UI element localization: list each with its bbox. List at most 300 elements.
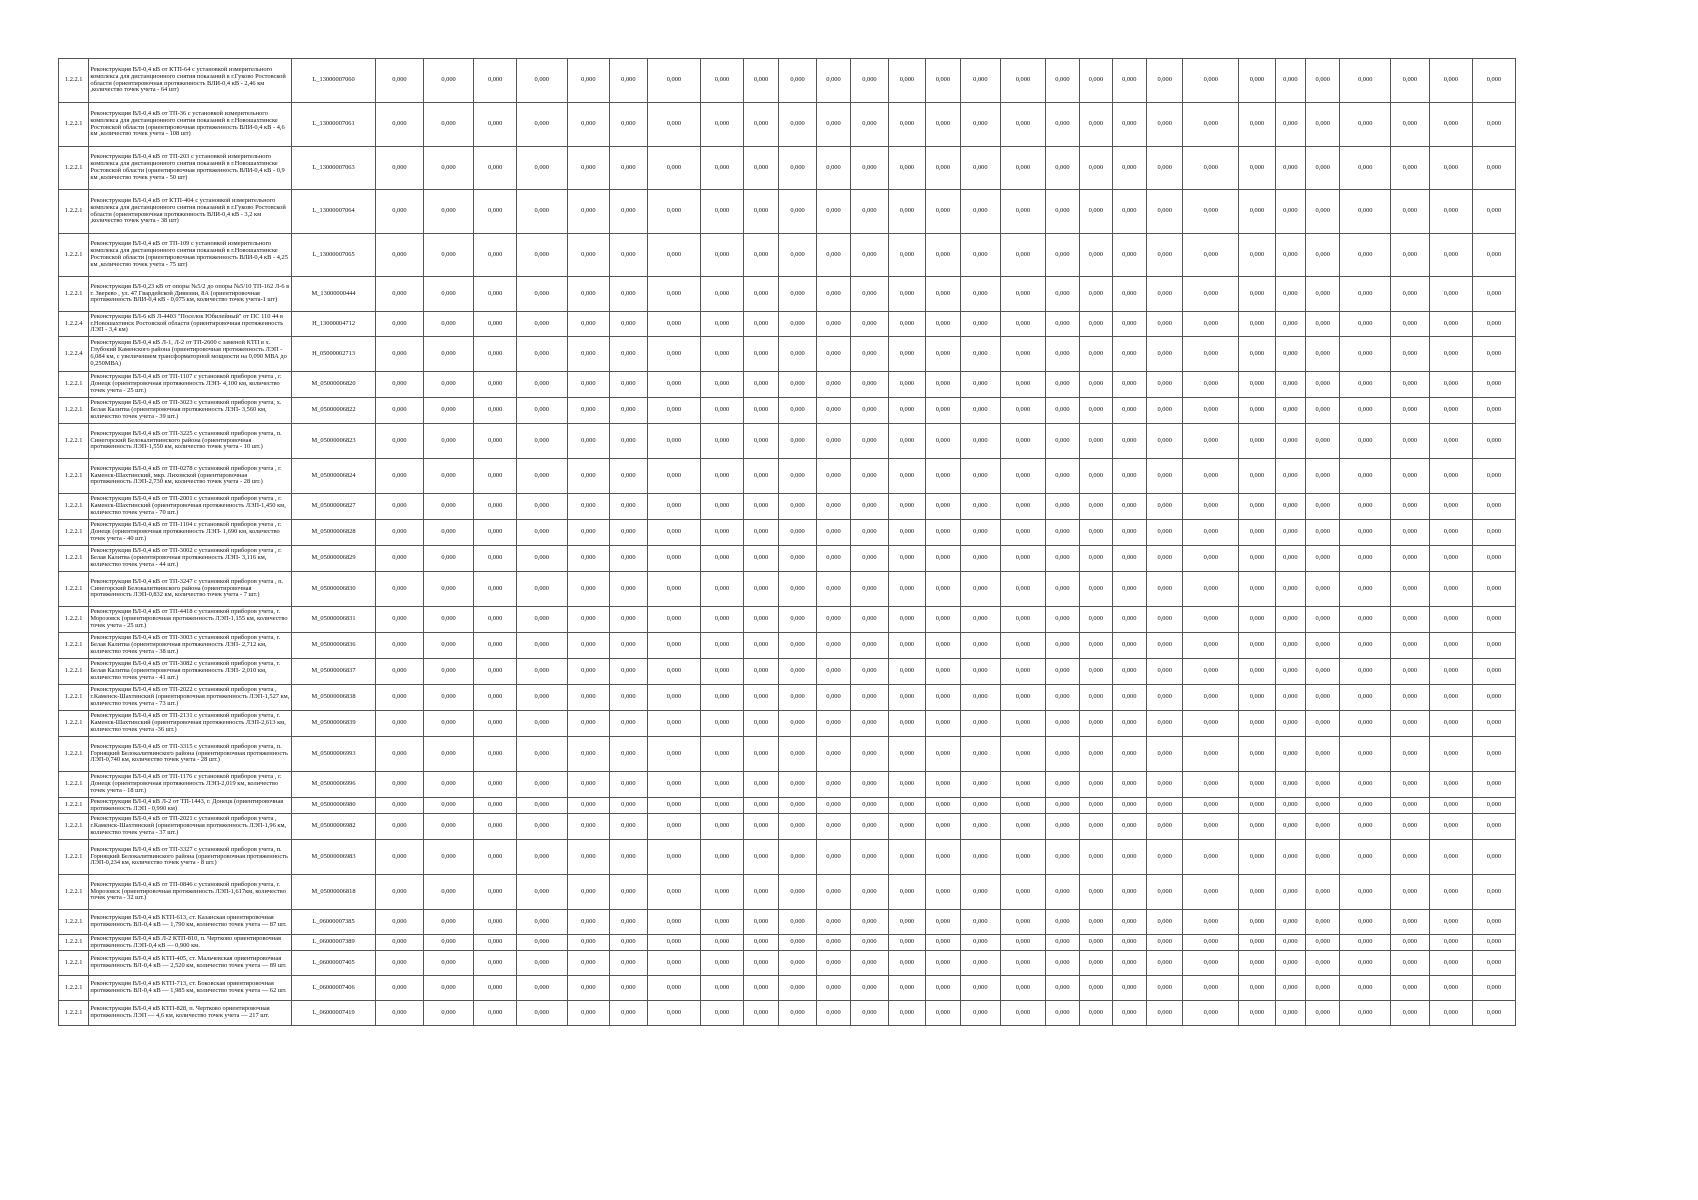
value-cell: 0,000 bbox=[888, 1001, 925, 1026]
value-cell: 0,000 bbox=[1429, 607, 1473, 633]
value-cell: 0,000 bbox=[779, 840, 816, 875]
value-cell: 0,000 bbox=[516, 190, 567, 234]
value-cell: 0,000 bbox=[423, 711, 474, 737]
value-cell: 0,000 bbox=[376, 312, 424, 337]
value-cell: 0,000 bbox=[1080, 976, 1112, 1001]
value-cell: 0,000 bbox=[516, 659, 567, 685]
value-cell: 0,000 bbox=[1275, 910, 1305, 935]
value-cell: 0,000 bbox=[851, 190, 888, 234]
value-cell: 0,000 bbox=[1080, 277, 1112, 312]
value-cell: 0,000 bbox=[960, 814, 1001, 840]
value-cell: 0,000 bbox=[779, 711, 816, 737]
value-cell: 0,000 bbox=[567, 737, 610, 772]
value-cell: 0,000 bbox=[851, 910, 888, 935]
value-cell: 0,000 bbox=[851, 935, 888, 951]
value-cell: 0,000 bbox=[423, 633, 474, 659]
value-cell: 0,000 bbox=[1112, 772, 1146, 798]
project-code: L_06000007405 bbox=[292, 951, 376, 976]
value-cell: 0,000 bbox=[888, 234, 925, 277]
value-cell: 0,000 bbox=[1473, 935, 1516, 951]
value-cell: 0,000 bbox=[1001, 103, 1046, 147]
value-cell: 0,000 bbox=[1429, 520, 1473, 546]
value-cell: 0,000 bbox=[1239, 424, 1275, 459]
value-cell: 0,000 bbox=[960, 772, 1001, 798]
value-cell: 0,000 bbox=[1340, 572, 1391, 607]
value-cell: 0,000 bbox=[516, 337, 567, 372]
value-cell: 0,000 bbox=[376, 607, 424, 633]
value-cell: 0,000 bbox=[1473, 951, 1516, 976]
value-cell: 0,000 bbox=[888, 372, 925, 398]
value-cell: 0,000 bbox=[816, 398, 850, 424]
value-cell: 0,000 bbox=[960, 494, 1001, 520]
value-cell: 0,000 bbox=[701, 572, 744, 607]
value-cell: 0,000 bbox=[1473, 520, 1516, 546]
value-cell: 0,000 bbox=[610, 103, 647, 147]
project-code: M_13000000444 bbox=[292, 277, 376, 312]
value-cell: 0,000 bbox=[779, 459, 816, 494]
project-code: M_05000006996 bbox=[292, 772, 376, 798]
value-cell: 0,000 bbox=[1045, 659, 1079, 685]
value-cell: 0,000 bbox=[516, 398, 567, 424]
row-number: 1.2.2.1 bbox=[59, 424, 89, 459]
value-cell: 0,000 bbox=[610, 372, 647, 398]
value-cell: 0,000 bbox=[888, 840, 925, 875]
value-cell: 0,000 bbox=[647, 59, 701, 103]
project-name: Реконструкция ВЛ-0,4 кВ КТП-405, ст. Мальчевская ориентировочная протяженность ВЛ-0,4 кВ — 2,520 км, количество точек учета — 89 шт. bbox=[89, 951, 292, 976]
value-cell: 0,000 bbox=[816, 459, 850, 494]
value-cell: 0,000 bbox=[1146, 951, 1182, 976]
value-cell: 0,000 bbox=[474, 875, 517, 910]
value-cell: 0,000 bbox=[1340, 814, 1391, 840]
value-cell: 0,000 bbox=[926, 976, 960, 1001]
value-cell: 0,000 bbox=[647, 1001, 701, 1026]
value-cell: 0,000 bbox=[1045, 103, 1079, 147]
value-cell: 0,000 bbox=[1146, 424, 1182, 459]
value-cell: 0,000 bbox=[1306, 277, 1340, 312]
value-cell: 0,000 bbox=[1239, 398, 1275, 424]
value-cell: 0,000 bbox=[1391, 711, 1429, 737]
value-cell: 0,000 bbox=[474, 1001, 517, 1026]
value-cell: 0,000 bbox=[1146, 935, 1182, 951]
value-cell: 0,000 bbox=[779, 737, 816, 772]
value-cell: 0,000 bbox=[926, 424, 960, 459]
value-cell: 0,000 bbox=[1306, 337, 1340, 372]
table-row bbox=[59, 633, 1601, 659]
value-cell: 0,000 bbox=[816, 103, 850, 147]
value-cell: 0,000 bbox=[1080, 875, 1112, 910]
value-cell: 0,000 bbox=[960, 875, 1001, 910]
value-cell: 0,000 bbox=[1045, 398, 1079, 424]
value-cell: 0,000 bbox=[376, 572, 424, 607]
value-cell: 0,000 bbox=[567, 1001, 610, 1026]
table-row bbox=[59, 659, 1601, 685]
value-cell: 0,000 bbox=[1340, 910, 1391, 935]
table-row bbox=[59, 1001, 1601, 1026]
project-code: M_05000006839 bbox=[292, 711, 376, 737]
table-row bbox=[59, 398, 1601, 424]
project-name: Реконструкция ВЛ-0,4 кВ КТП-713, ст. Боковская ориентировочная протяженность ВЛ-0,4 кВ — 1,985 км, количество точек учета — 62 шт. bbox=[89, 976, 292, 1001]
value-cell: 0,000 bbox=[376, 372, 424, 398]
project-name: Реконструкция ВЛ-0,4 кВ от ТП-3003 с установкой приборов учета, г. Белая Калитва (ориентировочная протяженность ЛЭП- 2,712 км, количество точек учета - 38 шт.) bbox=[89, 633, 292, 659]
value-cell: 0,000 bbox=[1306, 520, 1340, 546]
row-number: 1.2.2.1 bbox=[59, 572, 89, 607]
value-cell: 0,000 bbox=[1239, 147, 1275, 190]
value-cell: 0,000 bbox=[567, 659, 610, 685]
table-row bbox=[59, 772, 1601, 798]
value-cell: 0,000 bbox=[1146, 494, 1182, 520]
value-cell: 0,000 bbox=[1146, 814, 1182, 840]
project-name: Реконструкция ВЛ-0,4 кВ от ТП-1104 с установкой приборов учета , г. Донецк (ориентировочная протяженность ЛЭП- 1,690 км, количество точек учета - 40 шт.) bbox=[89, 520, 292, 546]
value-cell: 0,000 bbox=[1306, 711, 1340, 737]
value-cell: 0,000 bbox=[926, 910, 960, 935]
value-cell: 0,000 bbox=[1112, 234, 1146, 277]
value-cell: 0,000 bbox=[1391, 607, 1429, 633]
value-cell: 0,000 bbox=[960, 520, 1001, 546]
value-cell: 0,000 bbox=[1112, 424, 1146, 459]
value-cell: 0,000 bbox=[851, 59, 888, 103]
value-cell: 0,000 bbox=[376, 546, 424, 572]
value-cell: 0,000 bbox=[888, 572, 925, 607]
value-cell: 0,000 bbox=[1275, 935, 1305, 951]
value-cell: 0,000 bbox=[1275, 659, 1305, 685]
value-cell: 0,000 bbox=[474, 147, 517, 190]
value-cell: 0,000 bbox=[1001, 520, 1046, 546]
value-cell: 0,000 bbox=[960, 951, 1001, 976]
table-row bbox=[59, 337, 1601, 372]
value-cell: 0,000 bbox=[567, 424, 610, 459]
value-cell: 0,000 bbox=[647, 659, 701, 685]
value-cell: 0,000 bbox=[1340, 607, 1391, 633]
project-code: H_13000004712 bbox=[292, 312, 376, 337]
value-cell: 0,000 bbox=[851, 277, 888, 312]
value-cell: 0,000 bbox=[1112, 814, 1146, 840]
value-cell: 0,000 bbox=[376, 234, 424, 277]
value-cell: 0,000 bbox=[1473, 494, 1516, 520]
value-cell: 0,000 bbox=[1183, 147, 1239, 190]
value-cell: 0,000 bbox=[567, 277, 610, 312]
value-cell: 0,000 bbox=[1306, 459, 1340, 494]
value-cell: 0,000 bbox=[779, 520, 816, 546]
value-cell: 0,000 bbox=[779, 147, 816, 190]
value-cell: 0,000 bbox=[647, 875, 701, 910]
value-cell: 0,000 bbox=[1429, 659, 1473, 685]
value-cell: 0,000 bbox=[1001, 1001, 1046, 1026]
project-name: Реконструкция ВЛ-0,4 кВ Л-2 от ТП-1443, г. Донецк (ориентировочная протяженность ЛЭП - 0,990 км) bbox=[89, 798, 292, 814]
value-cell: 0,000 bbox=[1473, 234, 1516, 277]
value-cell: 0,000 bbox=[1391, 337, 1429, 372]
project-name: Реконструкция ВЛ-0,4 кВ от ТП-2001 с установкой приборов учета , г. Каменск-Шахтинский (ориентировочная протяженность ЛЭП-1,450 км, количество точек учета - 70 шт.) bbox=[89, 494, 292, 520]
value-cell: 0,000 bbox=[779, 935, 816, 951]
table-row bbox=[59, 976, 1601, 1001]
value-cell: 0,000 bbox=[926, 398, 960, 424]
project-name: Реконструкция ВЛ-0,4 кВ от ТП-36 с установкой измерительного комплекса для дистанционного снятия показаний в г.Новошахтинске Ростовской области (ориентировочная протяженность ВЛИ-0,4 кВ - 4,6 км ,количество точек учета - 108 шт) bbox=[89, 103, 292, 147]
value-cell: 0,000 bbox=[423, 685, 474, 711]
value-cell: 0,000 bbox=[1275, 234, 1305, 277]
value-cell: 0,000 bbox=[567, 234, 610, 277]
value-cell: 0,000 bbox=[423, 103, 474, 147]
value-cell: 0,000 bbox=[474, 572, 517, 607]
value-cell: 0,000 bbox=[926, 875, 960, 910]
value-cell: 0,000 bbox=[779, 772, 816, 798]
value-cell: 0,000 bbox=[1112, 910, 1146, 935]
value-cell: 0,000 bbox=[888, 494, 925, 520]
value-cell: 0,000 bbox=[851, 337, 888, 372]
value-cell: 0,000 bbox=[851, 103, 888, 147]
table-row bbox=[59, 910, 1601, 935]
value-cell: 0,000 bbox=[960, 372, 1001, 398]
value-cell: 0,000 bbox=[1239, 976, 1275, 1001]
value-cell: 0,000 bbox=[1045, 424, 1079, 459]
value-cell: 0,000 bbox=[1045, 711, 1079, 737]
table-body bbox=[59, 59, 1601, 1026]
project-code: L_13000007060 bbox=[292, 59, 376, 103]
value-cell: 0,000 bbox=[1146, 798, 1182, 814]
value-cell: 0,000 bbox=[423, 546, 474, 572]
value-cell: 0,000 bbox=[1183, 685, 1239, 711]
value-cell: 0,000 bbox=[1473, 659, 1516, 685]
project-name: Реконструкция ВЛ-0,4 кВ от КТП-64 с установкой измерительного комплекса для дистанционного снятия показаний в г.Гуково Ростовской области (ориентировочная протяженность ВЛИ-0,4 кВ - 2,46 км ,количество точек учета - 64 шт) bbox=[89, 59, 292, 103]
value-cell: 0,000 bbox=[1001, 935, 1046, 951]
value-cell: 0,000 bbox=[816, 711, 850, 737]
project-code: L_13000007064 bbox=[292, 190, 376, 234]
value-cell: 0,000 bbox=[1429, 546, 1473, 572]
value-cell: 0,000 bbox=[1183, 659, 1239, 685]
value-cell: 0,000 bbox=[1429, 572, 1473, 607]
value-cell: 0,000 bbox=[516, 546, 567, 572]
value-cell: 0,000 bbox=[647, 840, 701, 875]
table-row bbox=[59, 459, 1601, 494]
value-cell: 0,000 bbox=[1001, 277, 1046, 312]
value-cell: 0,000 bbox=[1306, 546, 1340, 572]
row-number: 1.2.2.1 bbox=[59, 711, 89, 737]
value-cell: 0,000 bbox=[926, 546, 960, 572]
value-cell: 0,000 bbox=[1001, 546, 1046, 572]
value-cell: 0,000 bbox=[647, 935, 701, 951]
row-number: 1.2.2.1 bbox=[59, 737, 89, 772]
value-cell: 0,000 bbox=[567, 711, 610, 737]
value-cell: 0,000 bbox=[1429, 711, 1473, 737]
value-cell: 0,000 bbox=[816, 772, 850, 798]
value-cell: 0,000 bbox=[376, 737, 424, 772]
value-cell: 0,000 bbox=[1306, 910, 1340, 935]
value-cell: 0,000 bbox=[1340, 59, 1391, 103]
value-cell: 0,000 bbox=[888, 147, 925, 190]
value-cell: 0,000 bbox=[926, 234, 960, 277]
value-cell: 0,000 bbox=[1045, 337, 1079, 372]
value-cell: 0,000 bbox=[888, 277, 925, 312]
value-cell: 0,000 bbox=[1275, 840, 1305, 875]
value-cell: 0,000 bbox=[610, 633, 647, 659]
value-cell: 0,000 bbox=[1306, 372, 1340, 398]
value-cell: 0,000 bbox=[516, 1001, 567, 1026]
value-cell: 0,000 bbox=[1391, 840, 1429, 875]
value-cell: 0,000 bbox=[1391, 875, 1429, 910]
value-cell: 0,000 bbox=[1429, 190, 1473, 234]
value-cell: 0,000 bbox=[474, 337, 517, 372]
value-cell: 0,000 bbox=[567, 772, 610, 798]
value-cell: 0,000 bbox=[816, 607, 850, 633]
value-cell: 0,000 bbox=[1239, 1001, 1275, 1026]
value-cell: 0,000 bbox=[1391, 372, 1429, 398]
value-cell: 0,000 bbox=[1340, 103, 1391, 147]
value-cell: 0,000 bbox=[701, 234, 744, 277]
value-cell: 0,000 bbox=[1080, 910, 1112, 935]
value-cell: 0,000 bbox=[851, 737, 888, 772]
value-cell: 0,000 bbox=[376, 875, 424, 910]
value-cell: 0,000 bbox=[474, 772, 517, 798]
value-cell: 0,000 bbox=[816, 840, 850, 875]
value-cell: 0,000 bbox=[1275, 772, 1305, 798]
value-cell: 0,000 bbox=[376, 398, 424, 424]
value-cell: 0,000 bbox=[851, 424, 888, 459]
value-cell: 0,000 bbox=[888, 607, 925, 633]
value-cell: 0,000 bbox=[926, 840, 960, 875]
value-cell: 0,000 bbox=[1340, 798, 1391, 814]
value-cell: 0,000 bbox=[1391, 459, 1429, 494]
value-cell: 0,000 bbox=[1391, 910, 1429, 935]
value-cell: 0,000 bbox=[1473, 711, 1516, 737]
value-cell: 0,000 bbox=[1183, 572, 1239, 607]
value-cell: 0,000 bbox=[1275, 633, 1305, 659]
value-cell: 0,000 bbox=[647, 190, 701, 234]
value-cell: 0,000 bbox=[1045, 935, 1079, 951]
value-cell: 0,000 bbox=[1001, 840, 1046, 875]
value-cell: 0,000 bbox=[1239, 103, 1275, 147]
value-cell: 0,000 bbox=[516, 633, 567, 659]
value-cell: 0,000 bbox=[474, 976, 517, 1001]
value-cell: 0,000 bbox=[376, 798, 424, 814]
value-cell: 0,000 bbox=[1146, 685, 1182, 711]
value-cell: 0,000 bbox=[926, 312, 960, 337]
value-cell: 0,000 bbox=[1001, 372, 1046, 398]
value-cell: 0,000 bbox=[647, 494, 701, 520]
value-cell: 0,000 bbox=[1080, 494, 1112, 520]
value-cell: 0,000 bbox=[960, 633, 1001, 659]
table-row bbox=[59, 711, 1601, 737]
value-cell: 0,000 bbox=[960, 337, 1001, 372]
table-row bbox=[59, 951, 1601, 976]
value-cell: 0,000 bbox=[743, 875, 778, 910]
value-cell: 0,000 bbox=[926, 685, 960, 711]
value-cell: 0,000 bbox=[567, 494, 610, 520]
value-cell: 0,000 bbox=[743, 147, 778, 190]
value-cell: 0,000 bbox=[1001, 976, 1046, 1001]
value-cell: 0,000 bbox=[1146, 875, 1182, 910]
value-cell: 0,000 bbox=[1001, 398, 1046, 424]
value-cell: 0,000 bbox=[851, 398, 888, 424]
value-cell: 0,000 bbox=[1045, 312, 1079, 337]
value-cell: 0,000 bbox=[1239, 798, 1275, 814]
value-cell: 0,000 bbox=[1112, 840, 1146, 875]
value-cell: 0,000 bbox=[610, 711, 647, 737]
value-cell: 0,000 bbox=[1112, 711, 1146, 737]
value-cell: 0,000 bbox=[816, 798, 850, 814]
value-cell: 0,000 bbox=[1473, 910, 1516, 935]
project-name: Реконструкция ВЛ-0,4 кВ от ТП-2021 с установкой приборов учета , г.Каменск-Шахтинский (ориентировочная протяженность ЛЭП-1,96 км, количество точек учета - 37 шт.) bbox=[89, 814, 292, 840]
value-cell: 0,000 bbox=[1112, 312, 1146, 337]
value-cell: 0,000 bbox=[960, 103, 1001, 147]
value-cell: 0,000 bbox=[1306, 147, 1340, 190]
value-cell: 0,000 bbox=[851, 494, 888, 520]
value-cell: 0,000 bbox=[423, 572, 474, 607]
value-cell: 0,000 bbox=[851, 772, 888, 798]
value-cell: 0,000 bbox=[423, 337, 474, 372]
value-cell: 0,000 bbox=[960, 59, 1001, 103]
value-cell: 0,000 bbox=[1429, 935, 1473, 951]
value-cell: 0,000 bbox=[1473, 190, 1516, 234]
value-cell: 0,000 bbox=[1239, 737, 1275, 772]
value-cell: 0,000 bbox=[474, 234, 517, 277]
value-cell: 0,000 bbox=[567, 633, 610, 659]
value-cell: 0,000 bbox=[376, 633, 424, 659]
value-cell: 0,000 bbox=[1112, 607, 1146, 633]
value-cell: 0,000 bbox=[610, 607, 647, 633]
value-cell: 0,000 bbox=[1183, 520, 1239, 546]
value-cell: 0,000 bbox=[1146, 840, 1182, 875]
project-name: Реконструкция ВЛ-0,4 кВ от ТП-4418 с установкой приборов учета, г. Морозовск (ориентировочная протяженность ЛЭП-1,155 км, количество точек учета - 25 шт.) bbox=[89, 607, 292, 633]
value-cell: 0,000 bbox=[516, 572, 567, 607]
value-cell: 0,000 bbox=[474, 910, 517, 935]
value-cell: 0,000 bbox=[960, 685, 1001, 711]
value-cell: 0,000 bbox=[474, 424, 517, 459]
value-cell: 0,000 bbox=[1429, 372, 1473, 398]
value-cell: 0,000 bbox=[610, 685, 647, 711]
value-cell: 0,000 bbox=[1239, 190, 1275, 234]
value-cell: 0,000 bbox=[816, 190, 850, 234]
project-name: Реконструкция ВЛ-0,4 кВ от ТП-3002 с установкой приборов учета , г. Белая Калитва (ориентировочная протяженность ЛЭП- 3,116 км, количество точек учета - 44 шт.) bbox=[89, 546, 292, 572]
project-code: L_13000007065 bbox=[292, 234, 376, 277]
value-cell: 0,000 bbox=[1239, 572, 1275, 607]
value-cell: 0,000 bbox=[1306, 190, 1340, 234]
value-cell: 0,000 bbox=[779, 234, 816, 277]
value-cell: 0,000 bbox=[1112, 1001, 1146, 1026]
value-cell: 0,000 bbox=[1306, 572, 1340, 607]
value-cell: 0,000 bbox=[1306, 312, 1340, 337]
value-cell: 0,000 bbox=[1146, 312, 1182, 337]
value-cell: 0,000 bbox=[743, 59, 778, 103]
value-cell: 0,000 bbox=[1306, 875, 1340, 910]
value-cell: 0,000 bbox=[1340, 234, 1391, 277]
value-cell: 0,000 bbox=[1001, 798, 1046, 814]
value-cell: 0,000 bbox=[567, 459, 610, 494]
project-name: Реконструкция ВЛ-0,4 кВ от ТП-3023 с установкой приборов учета, х. Белая Калитва (ориентировочная протяженность ЛЭП- 3,560 км, количество точек учета - 39 шт.) bbox=[89, 398, 292, 424]
value-cell: 0,000 bbox=[926, 459, 960, 494]
row-number: 1.2.2.1 bbox=[59, 633, 89, 659]
value-cell: 0,000 bbox=[1340, 633, 1391, 659]
value-cell: 0,000 bbox=[647, 312, 701, 337]
value-cell: 0,000 bbox=[1429, 459, 1473, 494]
value-cell: 0,000 bbox=[851, 234, 888, 277]
value-cell: 0,000 bbox=[1183, 711, 1239, 737]
value-cell: 0,000 bbox=[516, 459, 567, 494]
project-code: M_05000006820 bbox=[292, 372, 376, 398]
project-name: Реконструкция ВЛ-0,4 кВ от КТП-404 с установкой измерительного комплекса для дистанционного снятия показаний в г.Гуково Ростовской области (ориентировочная протяженность ВЛИ-0,4 кВ - 3,2 км ,количество точек учета - 38 шт) bbox=[89, 190, 292, 234]
value-cell: 0,000 bbox=[1473, 976, 1516, 1001]
value-cell: 0,000 bbox=[1080, 711, 1112, 737]
row-number: 1.2.2.1 bbox=[59, 234, 89, 277]
value-cell: 0,000 bbox=[1045, 772, 1079, 798]
value-cell: 0,000 bbox=[1183, 103, 1239, 147]
value-cell: 0,000 bbox=[474, 59, 517, 103]
value-cell: 0,000 bbox=[567, 910, 610, 935]
value-cell: 0,000 bbox=[1391, 520, 1429, 546]
value-cell: 0,000 bbox=[1183, 372, 1239, 398]
value-cell: 0,000 bbox=[701, 910, 744, 935]
value-cell: 0,000 bbox=[1239, 659, 1275, 685]
value-cell: 0,000 bbox=[926, 607, 960, 633]
project-name: Реконструкция ВЛ-0,4 кВ Л-1, Л-2 от ТП-2600 с заменой КТП в х. Глубокий Каменского района (ориентировочная протяженность ЛЭП - 6,084 км, с увеличением трансформаторной мощности на 0,090 МВА до 0,250МВА) bbox=[89, 337, 292, 372]
value-cell: 0,000 bbox=[474, 546, 517, 572]
